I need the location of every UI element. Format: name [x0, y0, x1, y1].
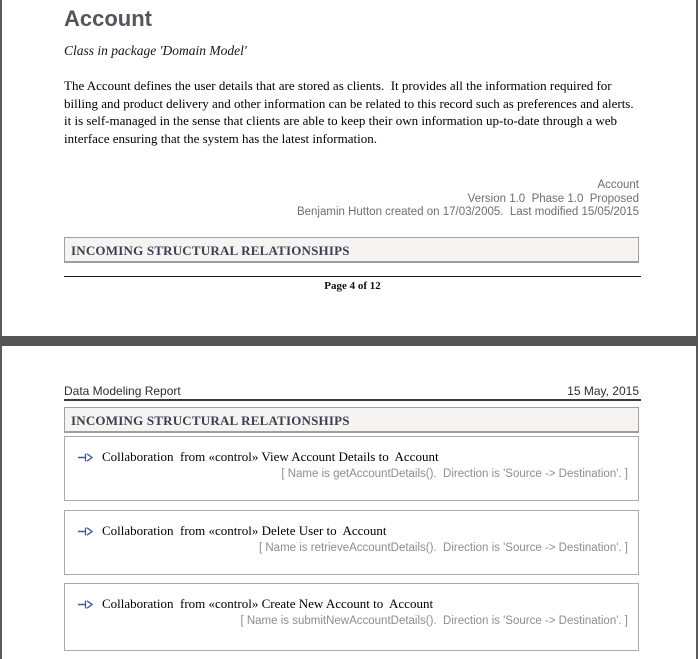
relationship-item: [64, 583, 639, 651]
connector-arrow-icon: [77, 599, 93, 610]
metadata-element-name: Account: [597, 179, 639, 191]
relationship-item: [64, 436, 639, 501]
relationship-label: Collaboration from «control» Delete User to Account: [102, 523, 387, 538]
relationship-detail: [ Name is submitNewAccountDetails(). Direction is 'Source -> Destination'. ]: [240, 615, 628, 627]
connector-arrow-icon: [77, 526, 93, 537]
relationship-label-row: [65, 437, 638, 465]
connector-arrow-icon: [77, 452, 93, 463]
relationship-detail: [ Name is retrieveAccountDetails(). Direction is 'Source -> Destination'. ]: [258, 542, 628, 554]
element-metadata: [64, 179, 639, 220]
section-header-label: INCOMING STRUCTURAL RELATIONSHIPS: [71, 413, 350, 428]
relationship-label-row: [65, 584, 638, 612]
metadata-author-dates: Benjamin Hutton created on 17/03/2005. Last modified 15/05/2015: [296, 206, 639, 218]
relationship-label: Collaboration from «control» Create New Account to Account: [102, 596, 434, 611]
report-page-2: [0, 346, 698, 659]
running-header-title: Data Modeling Report: [64, 384, 181, 398]
running-header: [64, 384, 639, 398]
relationship-item: [64, 510, 639, 575]
account-description-paragraph: The Account defines the user details that are stored as clients. It provides all the information required for billing and product delivery and other information can be related to this record such as preferences and alerts. it is self-managed in the sense that clients are able to keep their own information up-to-date through a web interface ensuring that the system has the latest information.: [64, 78, 637, 146]
running-header-date: 15 May, 2015: [567, 384, 639, 398]
page-break-divider: [0, 336, 698, 346]
relationship-label-row: [65, 511, 638, 539]
section-header-bar: [64, 407, 639, 433]
page-title: Account: [64, 6, 152, 31]
metadata-version-phase-status: Version 1.0 Phase 1.0 Proposed: [467, 192, 639, 205]
running-header-divider: [64, 399, 641, 401]
relationship-label: Collaboration from «control» View Account Details to Account: [102, 449, 439, 464]
section-header-bar: [64, 237, 639, 263]
relationship-detail: [ Name is getAccountDetails(). Direction is 'Source -> Destination'. ]: [281, 468, 628, 480]
class-package-subtitle: Class in package 'Domain Model': [64, 43, 247, 58]
section-header-label: INCOMING STRUCTURAL RELATIONSHIPS: [71, 243, 350, 258]
footer-divider: [64, 276, 641, 277]
page-number: Page 4 of 12: [324, 280, 381, 292]
